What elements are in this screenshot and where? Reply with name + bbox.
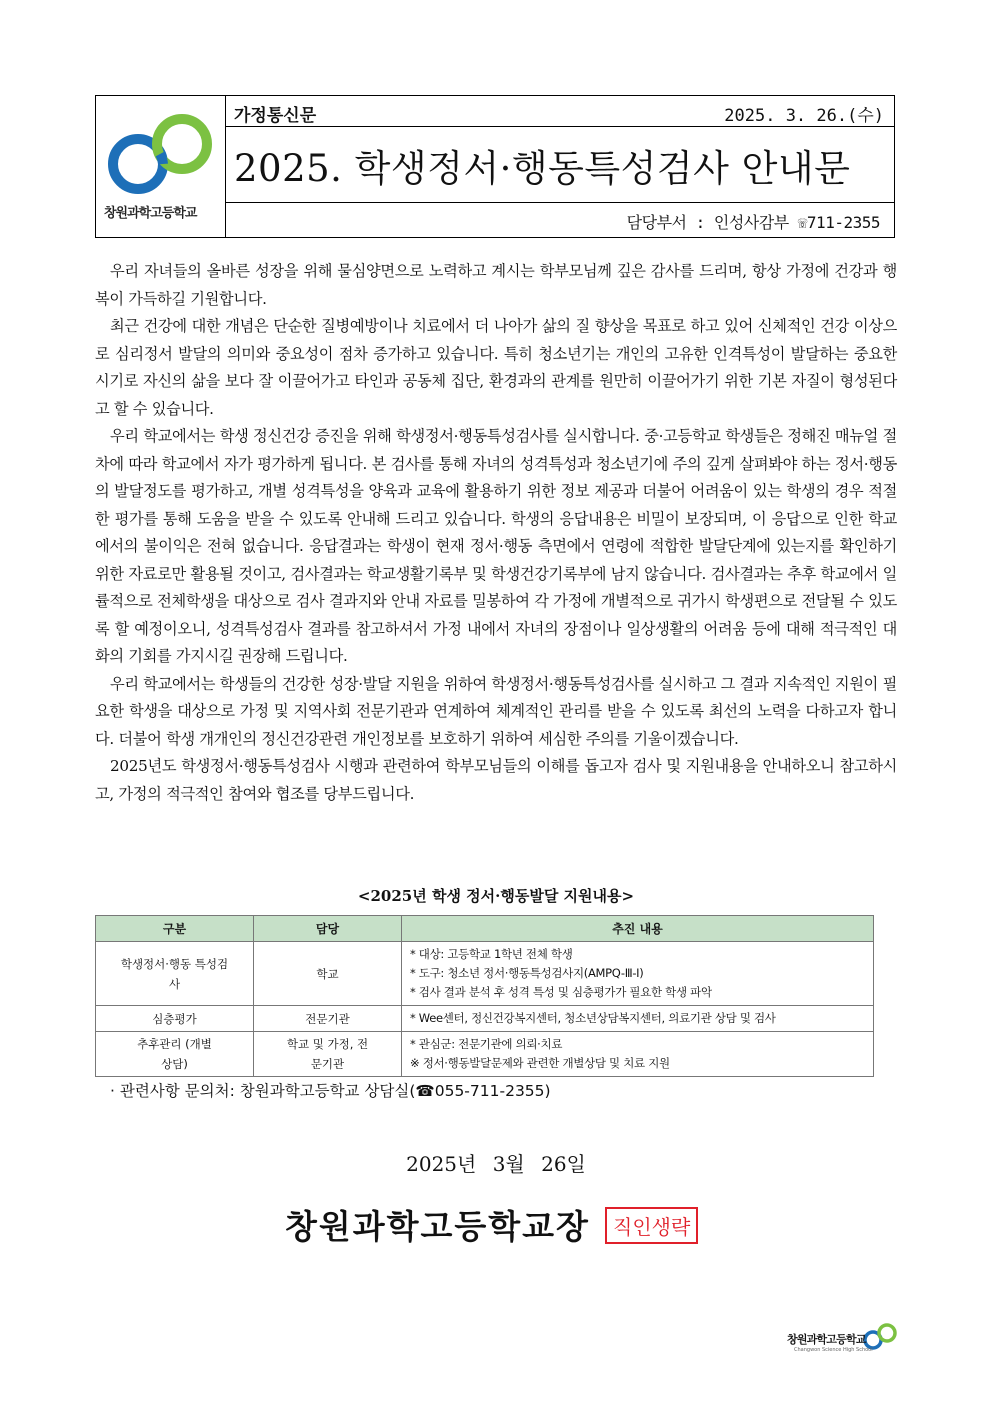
letter-body: [95, 258, 897, 808]
content-item: * 검사 결과 분석 후 성격 특성 및 심층평가가 필요한 학생 파악: [410, 985, 712, 999]
header-dept-row: [226, 202, 894, 237]
header-box: [95, 95, 895, 238]
row-content: [402, 1006, 874, 1032]
row-category: 추후관리 (개별상담): [96, 1032, 254, 1077]
paragraph: 최근 건강에 대한 개념은 단순한 질병예방이나 치료에서 더 나아가 삶의 질 향상을 목표로 하고 있어 신체적인 건강 이상으로 심리정서 발달의 의미와 중요성이 점차 증가하고 있습니다. 특히 청소년기는 개인의 고유한 인격특성이 발달하는 중요한 시기로 자신의 삶을 보다 잘 이끌어가고 타인과 공동체 집단, 환경과의 관계를 원만히 이끌어가기 위한 기본 자질이 형성된다고 할 수 있습니다.: [95, 317, 897, 418]
table-row: [96, 1032, 874, 1077]
paragraph: 우리 학교에서는 학생 정신건강 증진을 위해 학생정서·행동특성검사를 실시합니다. 중·고등학교 학생들은 정해진 매뉴얼 절차에 따라 학교에서 자가 평가하게 됩니다. 본 검사를 통해 자녀의 성격특성과 청소년기에 주의 깊게 살펴봐야 하는 정서·행동의 발달정도를 평가하고, 개별 성격특성을 양육과 교육에 활용하기 위한 정보 제공과 더불어 어려움이 있는 학생의 경우 적절한 평가를 통해 도움을 받을 수 있도록 안내해 드리고 있습니다. 학생의 응답내용은 비밀이 보장되며, 이 응답으로 인한 학교에서의 불이익은 전혀 없습니다. 응답결과는 학생이 현재 정서·행동 측면에서 연령에 적합한 발달단계에 있는지를 확인하기 위한 자료로만 활용될 것이고, 검사결과는 학교생활기록부 및 학생건강기록부에 남지 않습니다. 검사결과는 추후 학교에서 일률적으로 전체학생을 대상으로 검사 결과지와 안내 자료를 밀봉하여 각 가정에 개별적으로 귀가시 학생편으로 전달될 수 있도록 할 예정이오니, 성격특성검사 결과를 참고하셔서 가정 내에서 자녀의 장점이나 일상생활의 어려움 등에 대해 적극적인 대화의 기회를 가지시길 권장해 드립니다.: [95, 427, 897, 665]
footer-logo-text: 창원과학고등학교: [787, 1333, 866, 1346]
header-owner: 담당: [254, 916, 402, 942]
paragraph: 우리 자녀들의 올바른 성장을 위해 물심양면으로 노력하고 계시는 학부모님께 깊은 감사를 드리며, 항상 가정에 건강과 행복이 가득하길 기원합니다.: [95, 262, 897, 308]
row-content: [402, 1032, 874, 1077]
table-title: <2025년 학생 정서·행동발달 지원내용>: [357, 887, 635, 905]
content-item: * 관심군: 전문기관에 의뢰·치료: [410, 1037, 563, 1051]
content-item: * 도구: 청소년 정서·행동특성검사지(AMPQ-Ⅲ-I): [410, 966, 644, 980]
row-owner: 학교 및 가정, 전문기관: [254, 1032, 402, 1077]
content-item: ※ 정서·행동발달문제와 관련한 개별상담 및 치료 지원: [410, 1056, 670, 1070]
header-content: 추진 내용: [402, 916, 874, 942]
paragraph: 2025년도 학생정서·행동특성검사 시행과 관련하여 학부모님들의 이해를 돕고자 검사 및 지원내용을 안내하오니 참고하시고, 가정의 적극적인 참여와 협조를 당부드립니다.: [95, 757, 897, 803]
table-row: [96, 942, 874, 1006]
row-owner: 학교: [254, 942, 402, 1006]
logo-rings-icon: [102, 106, 220, 206]
school-logo: [96, 96, 226, 237]
content-item: * Wee센터, 정신건강복지센터, 청소년상담복지센터, 의료기관 상담 및 검사: [410, 1011, 776, 1025]
sign-date: 2025년 3월 26일: [406, 1152, 586, 1176]
contact-info: · 관련사항 문의처: 창원과학고등학교 상담실(☎055-711-2355): [110, 1082, 551, 1100]
official-stamp: 직인생략: [605, 1207, 698, 1244]
support-table: [95, 915, 874, 1077]
paragraph: 우리 학교에서는 학생들의 건강한 성장·발달 지원을 위하여 학생정서·행동특성검사를 실시하고 그 결과 지속적인 지원이 필요한 학생을 대상으로 가정 및 지역사회 전문기관과 연계하여 체계적인 관리를 받을 수 있도록 최선의 노력을 다하고자 합니다. 더불어 학생 개개인의 정신건강관련 개인정보를 보호하기 위하여 세심한 주의를 기울이겠습니다.: [95, 674, 897, 748]
row-content: [402, 942, 874, 1006]
table-header-row: [96, 916, 874, 942]
issue-date: 2025. 3. 26.(수): [724, 106, 884, 126]
footer-logo-subtext: Changwon Science High School: [794, 1347, 873, 1353]
header-category: 구분: [96, 916, 254, 942]
content-item: * 대상: 고등학교 1학년 전체 학생: [410, 947, 573, 961]
principal-signature: 창원과학고등학교장: [285, 1207, 590, 1246]
newsletter-label: 가정통신문: [234, 106, 317, 126]
row-owner: 전문기관: [254, 1006, 402, 1032]
header-title-row: [226, 126, 894, 203]
row-category: 학생정서·행동 특성검사: [96, 942, 254, 1006]
logo-text: 창원과학고등학교: [104, 206, 197, 221]
page-title: 2025. 학생정서·행동특성검사 안내문: [234, 147, 851, 190]
department-info: 담당부서 : 인성사감부 ☏711-2355: [626, 213, 880, 232]
row-category: 심층평가: [96, 1006, 254, 1032]
header-top-row: [226, 96, 894, 127]
table-row: [96, 1006, 874, 1032]
